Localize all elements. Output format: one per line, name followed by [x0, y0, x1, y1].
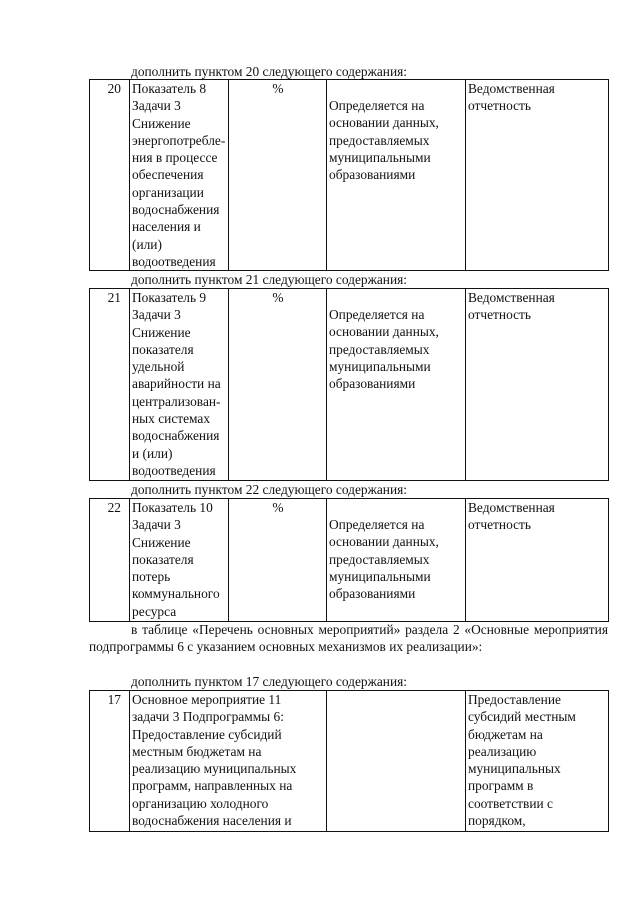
table-row-20 [89, 79, 609, 271]
intro-line-21: дополнить пунктом 21 следующего содержания: [131, 272, 408, 287]
unit-cell: % [229, 80, 327, 271]
indicator-description: Показатель 8 Задачи 3 Снижение энергопотребле- ния в процессе обеспечения организации водоснабжения населения и (или) водоотведения [130, 80, 229, 271]
source-cell: Ведомственная отчетность [466, 289, 609, 481]
row-number: 20 [90, 80, 130, 271]
table-row-22 [89, 498, 609, 622]
source-cell: Ведомственная отчетность [466, 499, 609, 622]
paragraph-text: в таблице «Перечень основных мероприятий» раздела 2 «Основные мероприятия подпрограммы 6 с указанием основных механизмов их реализации»: [89, 622, 608, 655]
method-cell: Определяется на основании данных, предоставляемых муниципальными образованиями [327, 80, 466, 271]
unit-cell: % [229, 499, 327, 622]
method-cell: Определяется на основании данных, предоставляемых муниципальными образованиями [327, 289, 466, 481]
row-number: 22 [90, 499, 130, 622]
activity-description: Основное мероприятие 11 задачи 3 Подпрограммы 6: Предоставление субсидий местным бюджетам на реализацию муниципальных программ, направленных на организацию холодного водоснабжения населения и [130, 691, 327, 832]
indicator-description: Показатель 10 Задачи 3 Снижение показателя потерь коммунального ресурса [130, 499, 229, 622]
row-number: 21 [90, 289, 130, 481]
intro-line-20: дополнить пунктом 20 следующего содержания: [131, 64, 408, 79]
intro-line-22: дополнить пунктом 22 следующего содержания: [131, 482, 408, 497]
row-number: 17 [90, 691, 130, 832]
table-row-17 [89, 690, 609, 832]
indicator-description: Показатель 9 Задачи 3 Снижение показателя удельной аварийности на централизован- ных системах водоснабжения и (или) водоотведения [130, 289, 229, 481]
empty-cell [327, 691, 466, 832]
mechanism-cell: Предоставление субсидий местным бюджетам на реализацию муниципальных программ в соответствии с порядком, [466, 691, 609, 832]
source-cell: Ведомственная отчетность [466, 80, 609, 271]
intro-line-17: дополнить пунктом 17 следующего содержания: [131, 674, 408, 689]
body-paragraph [89, 621, 608, 656]
unit-cell: % [229, 289, 327, 481]
method-cell: Определяется на основании данных, предоставляемых муниципальными образованиями [327, 499, 466, 622]
table-row-21 [89, 288, 609, 481]
